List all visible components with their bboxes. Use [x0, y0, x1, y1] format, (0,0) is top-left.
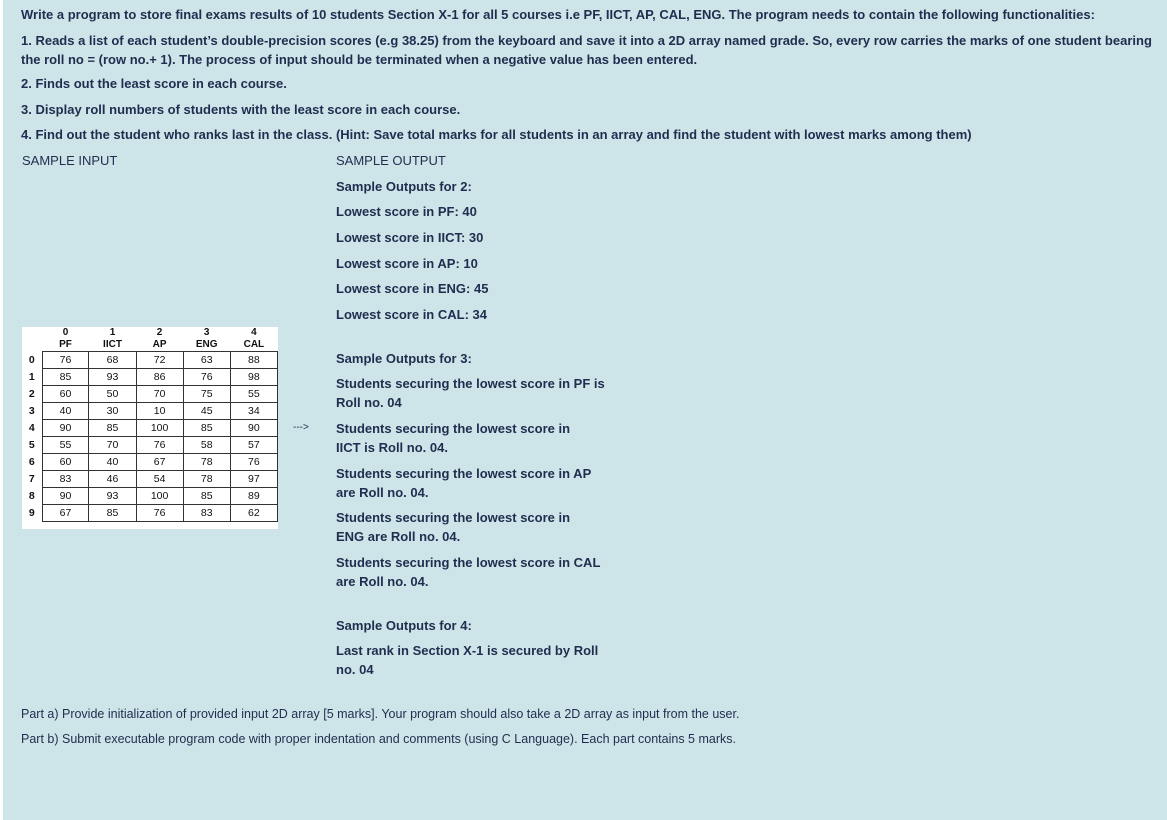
- score-cell: 67: [136, 454, 183, 471]
- score-cell: 58: [183, 437, 230, 454]
- score-cell: 10: [136, 403, 183, 420]
- row-index: 1: [28, 370, 35, 383]
- column-index: 3: [203, 327, 210, 338]
- table-row: [22, 403, 278, 420]
- score-cell: 55: [42, 437, 89, 454]
- score-cell: 89: [230, 488, 277, 505]
- requirement-1: 1. Reads a list of each student’s double-precision scores (e.g 38.25) from the keyboard and save it into a 2D array named grade. So, every row carries the marks of one student bearing the roll no = (row no.+ 1). The process of input should be terminated when a negative value has been entered.: [21, 33, 1152, 67]
- column-index: 1: [109, 327, 116, 338]
- score-cell: 76: [136, 505, 183, 522]
- output3-line: Students securing the lowest score in AP are Roll no. 04.: [336, 466, 592, 500]
- score-cell: 90: [230, 420, 277, 437]
- table-row: [22, 471, 278, 488]
- score-cell: 93: [89, 369, 136, 386]
- grade-table: [22, 327, 278, 522]
- output2-line: Lowest score in PF: 40: [336, 204, 477, 219]
- sample-input-label: SAMPLE INPUT: [22, 153, 118, 168]
- row-index: 2: [28, 387, 35, 400]
- score-cell: 40: [89, 454, 136, 471]
- output3-heading: Sample Outputs for 3:: [336, 351, 472, 366]
- score-cell: 76: [230, 454, 277, 471]
- table-row: [22, 505, 278, 522]
- score-cell: 34: [230, 403, 277, 420]
- output3-line: Students securing the lowest score in PF is Roll no. 04: [336, 376, 605, 410]
- table-row: [22, 352, 278, 369]
- column-index-row: [22, 327, 278, 339]
- score-cell: 60: [42, 386, 89, 403]
- score-cell: 68: [89, 352, 136, 369]
- score-cell: 75: [183, 386, 230, 403]
- score-cell: 86: [136, 369, 183, 386]
- score-cell: 63: [183, 352, 230, 369]
- output3-line: Students securing the lowest score in ENG are Roll no. 04.: [336, 510, 571, 544]
- score-cell: 88: [230, 352, 277, 369]
- score-cell: 98: [230, 369, 277, 386]
- part-b-text: Part b) Submit executable program code with proper indentation and comments (using C Language). Each part contains 5 marks.: [21, 732, 736, 746]
- row-index: 8: [28, 489, 35, 502]
- score-cell: 76: [136, 437, 183, 454]
- column-name: ENG: [195, 339, 218, 350]
- sample-input-table: [22, 327, 278, 529]
- row-index: 7: [28, 472, 35, 485]
- arrow-indicator: --->: [293, 422, 309, 433]
- table-row: [22, 488, 278, 505]
- output3-line: Students securing the lowest score in IICT is Roll no. 04.: [336, 421, 571, 455]
- problem-intro: Write a program to store final exams results of 10 students Section X-1 for all 5 courses i.e PF, IICT, AP, CAL, ENG. The program needs to contain the following functionalities:: [21, 7, 1095, 22]
- score-cell: 70: [136, 386, 183, 403]
- column-name-row: [22, 339, 278, 352]
- requirement-2: 2. Finds out the least score in each course.: [21, 76, 287, 91]
- output4-heading: Sample Outputs for 4:: [336, 618, 472, 633]
- output2-heading: Sample Outputs for 2:: [336, 179, 472, 194]
- requirement-4: 4. Find out the student who ranks last in the class. (Hint: Save total marks for all students in an array and find the student with lowest marks among them): [21, 127, 972, 142]
- score-cell: 90: [42, 420, 89, 437]
- score-cell: 50: [89, 386, 136, 403]
- score-cell: 78: [183, 454, 230, 471]
- score-cell: 85: [183, 420, 230, 437]
- score-cell: 72: [136, 352, 183, 369]
- row-index: 3: [28, 404, 35, 417]
- column-index: 0: [62, 327, 69, 338]
- sample-output-label: SAMPLE OUTPUT: [336, 153, 446, 168]
- row-index: 9: [28, 506, 35, 519]
- table-row: [22, 454, 278, 471]
- table-row: [22, 386, 278, 403]
- row-index: 6: [28, 455, 35, 468]
- column-name: PF: [59, 339, 72, 350]
- score-cell: 67: [42, 505, 89, 522]
- score-cell: 60: [42, 454, 89, 471]
- column-name: AP: [152, 339, 167, 350]
- score-cell: 90: [42, 488, 89, 505]
- requirement-3: 3. Display roll numbers of students with the least score in each course.: [21, 102, 461, 117]
- table-row: [22, 437, 278, 454]
- output3-line: Students securing the lowest score in CAL are Roll no. 04.: [336, 555, 601, 589]
- score-cell: 83: [183, 505, 230, 522]
- score-cell: 100: [136, 420, 183, 437]
- score-cell: 54: [136, 471, 183, 488]
- row-index: 0: [28, 353, 35, 366]
- output2-line: Lowest score in AP: 10: [336, 256, 478, 271]
- table-row: [22, 369, 278, 386]
- score-cell: 57: [230, 437, 277, 454]
- score-cell: 93: [89, 488, 136, 505]
- output2-line: Lowest score in IICT: 30: [336, 230, 484, 245]
- score-cell: 85: [42, 369, 89, 386]
- column-index: 4: [251, 327, 257, 338]
- score-cell: 85: [89, 420, 136, 437]
- score-cell: 62: [230, 505, 277, 522]
- score-cell: 55: [230, 386, 277, 403]
- score-cell: 97: [230, 471, 277, 488]
- row-index: 5: [28, 438, 35, 451]
- score-cell: 40: [42, 403, 89, 420]
- score-cell: 85: [183, 488, 230, 505]
- score-cell: 70: [89, 437, 136, 454]
- column-name: IICT: [103, 339, 122, 350]
- column-name: CAL: [243, 339, 265, 350]
- score-cell: 85: [89, 505, 136, 522]
- score-cell: 30: [89, 403, 136, 420]
- score-cell: 46: [89, 471, 136, 488]
- score-cell: 76: [42, 352, 89, 369]
- output4-line: Last rank in Section X-1 is secured by Roll no. 04: [336, 643, 599, 677]
- part-a-text: Part a) Provide initialization of provided input 2D array [5 marks]. Your program should also take a 2D array as input from the user.: [21, 707, 740, 721]
- output2-line: Lowest score in ENG: 45: [336, 281, 489, 296]
- column-index: 2: [156, 327, 163, 338]
- score-cell: 100: [136, 488, 183, 505]
- score-cell: 78: [183, 471, 230, 488]
- score-cell: 76: [183, 369, 230, 386]
- output2-line: Lowest score in CAL: 34: [336, 307, 487, 322]
- score-cell: 45: [183, 403, 230, 420]
- table-row: [22, 420, 278, 437]
- row-index: 4: [28, 421, 35, 434]
- score-cell: 83: [42, 471, 89, 488]
